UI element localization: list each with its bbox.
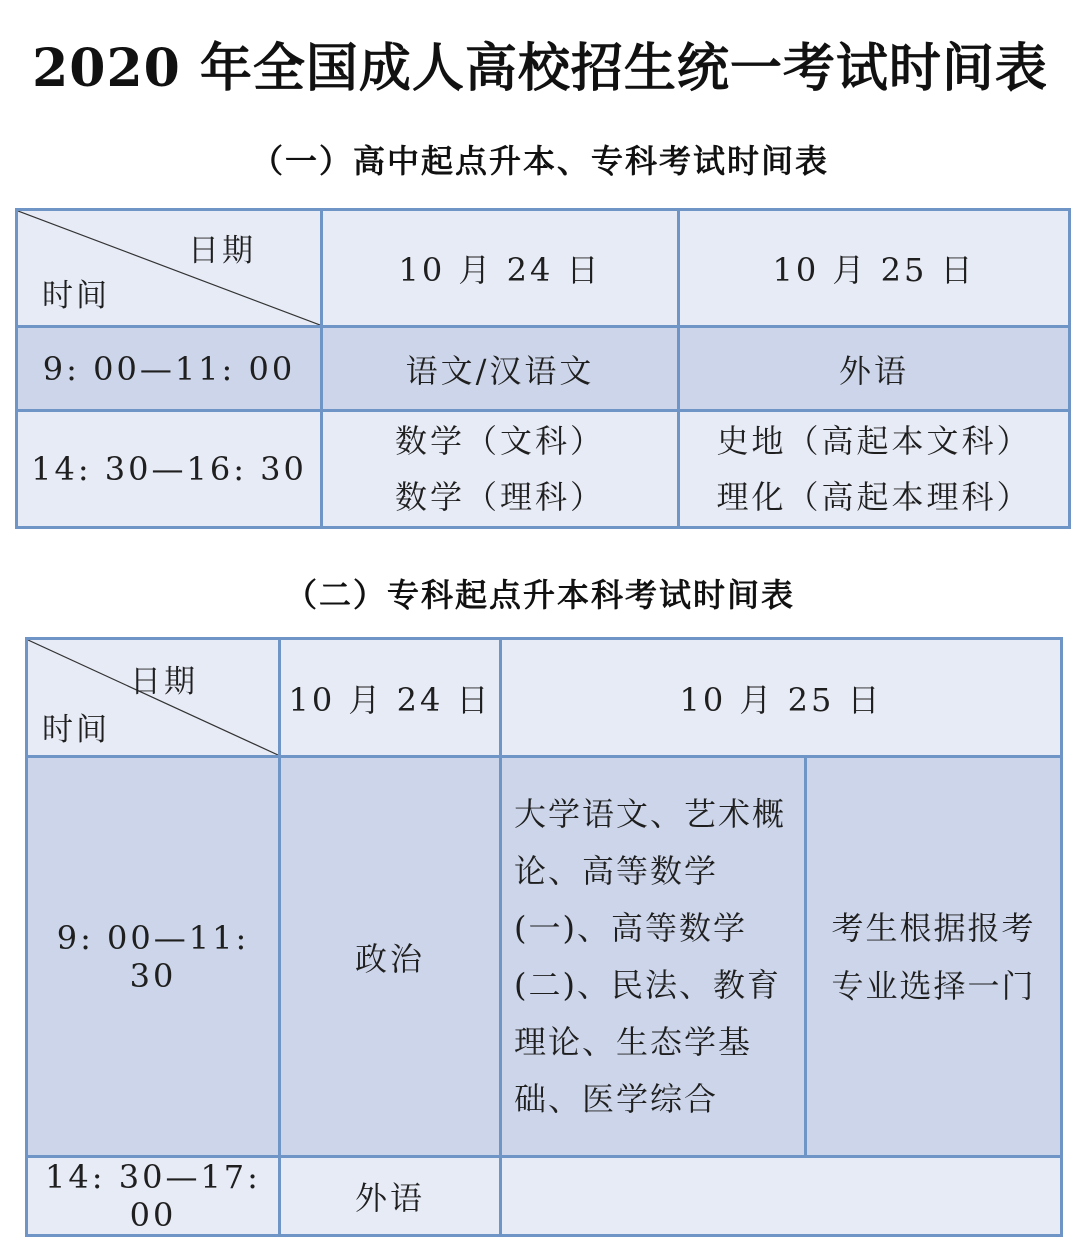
subject-line: 础、医学综合 [514,1079,719,1118]
subject-line: 数学（文科） [394,422,605,460]
schedule-table-2 [25,637,1063,1237]
note-line: 专业选择一门 [831,966,1036,1005]
table2-subject-cell: 政治 [280,757,501,1157]
table2-empty-cell [501,1157,1062,1236]
subject-line: (二)、民法、教育 [514,965,781,1004]
subject-line: 理论、生态学基 [514,1022,753,1061]
subject-line: 史地（高起本文科） [716,422,1032,460]
corner-time-label: 时间 [42,712,110,748]
subject-line: 理化（高起本理科） [716,478,1032,516]
table1-subject-cell [679,411,1070,528]
table2-time-slot: 14: 30—17: 00 [27,1157,280,1236]
table2-subject-list [501,757,806,1157]
table1-subject-cell: 语文/汉语文 [322,327,679,411]
corner-date-label: 日期 [188,233,256,269]
section2-title: （二）专科起点升本科考试时间表 [284,576,795,614]
section1-title: （一）高中起点升本、专科考试时间表 [250,142,829,180]
table1-date-2: 10 月 25 日 [679,210,1070,327]
note-line: 考生根据报考 [831,908,1036,947]
page-title: 2020 年全国成人高校招生统一考试时间表 [32,38,1048,99]
subject-line: 论、高等数学 [514,851,719,890]
table2-time-slot: 9: 00—11: 30 [27,757,280,1157]
table1-subject-cell [322,411,679,528]
corner-date-label: 日期 [130,664,198,700]
table1-time-slot: 14: 30—16: 30 [17,411,322,528]
corner-time-label: 时间 [42,278,110,314]
table1-date-1: 10 月 24 日 [322,210,679,327]
subject-line: (一)、高等数学 [514,908,747,947]
subject-line: 数学（理科） [394,478,605,516]
table1-time-slot: 9: 00—11: 00 [17,327,322,411]
table2-date-2: 10 月 25 日 [501,639,1062,757]
table1-corner-header [17,210,322,327]
table1-subject-cell: 外语 [679,327,1070,411]
table2-date-1: 10 月 24 日 [280,639,501,757]
table2-corner-header [27,639,280,757]
schedule-table-1 [15,208,1071,529]
table2-note-cell [806,757,1062,1157]
subject-line: 大学语文、艺术概 [514,794,787,833]
table2-subject-cell: 外语 [280,1157,501,1236]
